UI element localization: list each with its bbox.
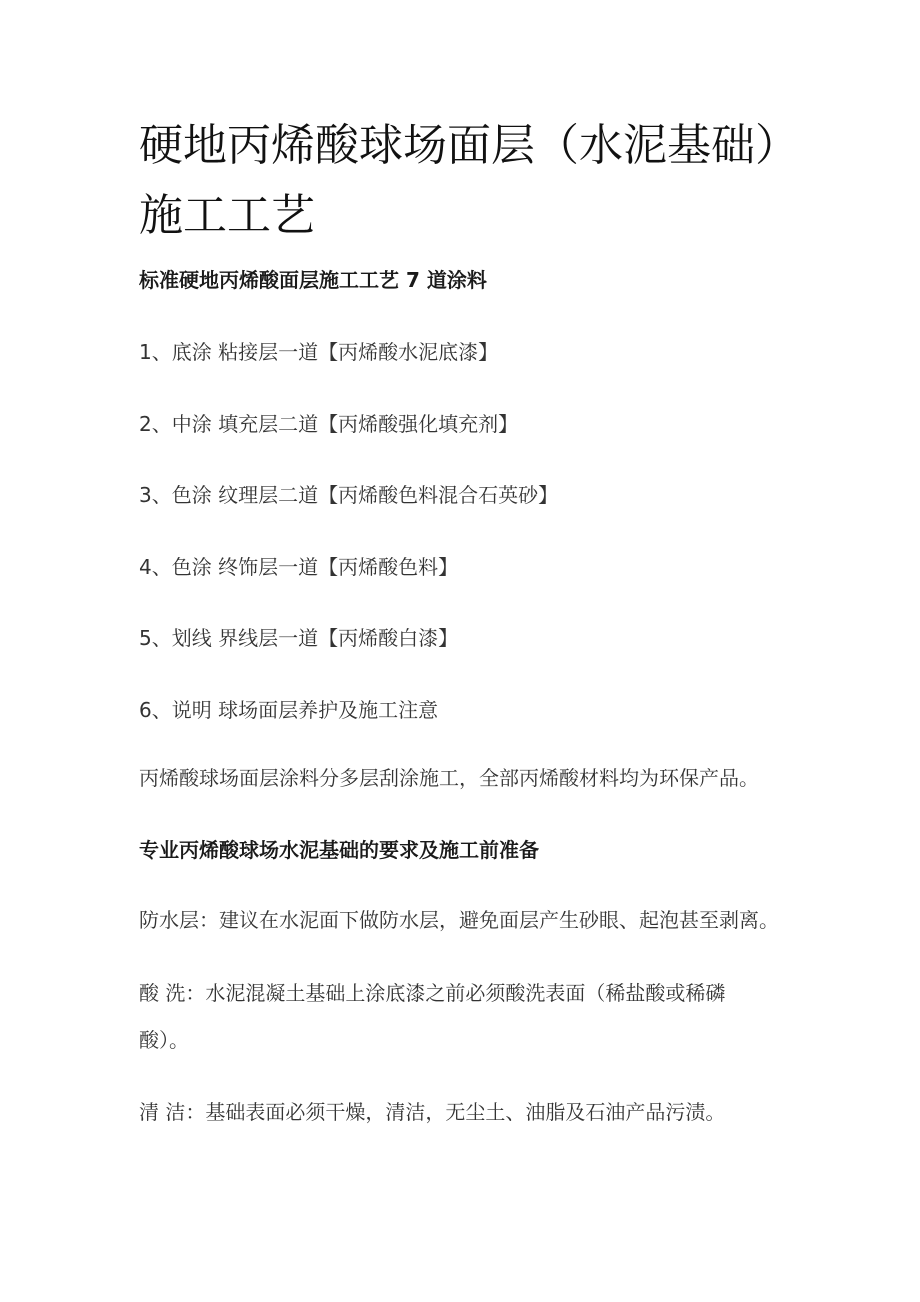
step-2: 2、中涂 填充层二道【丙烯酸强化填充剂】 — [139, 412, 519, 436]
step-1: 1、底涂 粘接层一道【丙烯酸水泥底漆】 — [139, 340, 499, 364]
acid-wash-paragraph: 酸 洗：水泥混凝土基础上涂底漆之前必须酸洗表面（稀盐酸或稀磷酸）。 — [139, 981, 726, 1052]
section-heading: 专业丙烯酸球场水泥基础的要求及施工前准备 — [139, 838, 539, 862]
step-3: 3、色涂 纹理层二道【丙烯酸色料混合石英砂】 — [139, 483, 559, 507]
document-title-line-2: 施工工艺 — [139, 190, 315, 241]
step-6: 6、说明 球场面层养护及施工注意 — [139, 698, 439, 722]
step-4: 4、色涂 终饰层一道【丙烯酸色料】 — [139, 555, 459, 579]
document-title-line-1: 硬地丙烯酸球场面层（水泥基础） — [139, 120, 799, 171]
subtitle: 标准硬地丙烯酸面层施工工艺 7 道涂料 — [139, 268, 487, 292]
intro-paragraph: 丙烯酸球场面层涂料分多层刮涂施工，全部丙烯酸材料均为环保产品。 — [139, 766, 759, 790]
waterproof-paragraph: 防水层：建议在水泥面下做防水层，避免面层产生砂眼、起泡甚至剥离。 — [139, 908, 779, 932]
cleaning-paragraph: 清 洁：基础表面必须干燥，清洁，无尘土、油脂及石油产品污渍。 — [139, 1100, 726, 1124]
step-5: 5、划线 界线层一道【丙烯酸白漆】 — [139, 626, 459, 650]
